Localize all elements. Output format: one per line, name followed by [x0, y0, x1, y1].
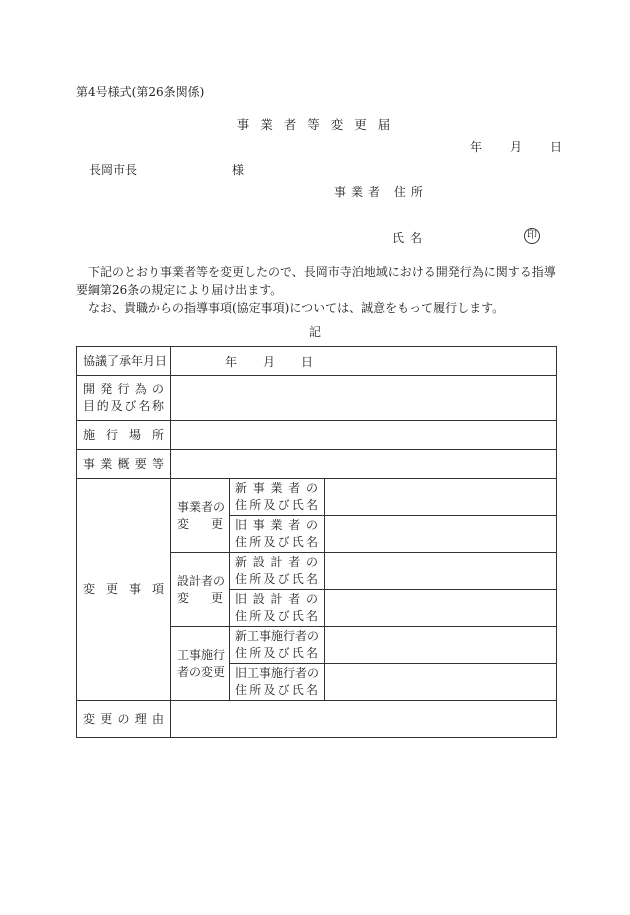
body-text — [76, 263, 556, 317]
agreement-date-label: 協議了承年月日 — [77, 347, 171, 376]
old-contractor-value[interactable] — [325, 664, 557, 701]
honorific: 様 — [232, 163, 245, 177]
old-business-label — [230, 516, 325, 553]
purpose-label — [77, 376, 171, 421]
new-designer-value[interactable] — [325, 553, 557, 590]
row-reason — [77, 701, 557, 738]
old-business-line-1: 旧事業者の — [235, 518, 318, 532]
designer-change-label — [171, 553, 230, 627]
purpose-value[interactable] — [171, 376, 557, 421]
ki-heading: 記 — [308, 325, 321, 339]
new-contractor-line-1: 新工事施行者の — [235, 629, 320, 643]
business-change-label — [171, 479, 230, 553]
addressee: 長岡市長 — [89, 163, 138, 177]
row-purpose — [77, 376, 557, 421]
seal-mark: 印 — [524, 228, 540, 244]
designer-change-line-1: 設計者の — [177, 573, 226, 588]
document-title: 事業者等変更届 — [236, 117, 402, 132]
summary-label: 事業概要等 — [83, 456, 164, 471]
agreement-date-value[interactable] — [171, 347, 557, 376]
body-paragraph-1: 下記のとおり事業者等を変更したので、長岡市寺泊地域における開発行為に関する指導要綱第26条の規定により届け出ます。 — [76, 265, 556, 297]
contractor-change-line-2: 者の変更 — [177, 664, 226, 679]
old-designer-line-1: 旧設計者の — [235, 592, 318, 606]
form-number: 第4号様式(第26条関係) — [76, 85, 205, 99]
old-contractor-line-2: 住所及び氏名 — [235, 683, 318, 697]
agreement-day: 日 — [301, 354, 314, 369]
old-contractor-line-1: 旧工事施行者の — [235, 666, 320, 680]
new-contractor-value[interactable] — [325, 627, 557, 664]
reason-label: 変更の理由 — [83, 711, 164, 726]
reason-value[interactable] — [171, 701, 557, 738]
row-location — [77, 421, 557, 450]
changes-label-cell — [77, 479, 171, 701]
designer-change-line-2: 変更 — [177, 590, 223, 605]
date-day: 日 — [550, 140, 563, 154]
agreement-month: 月 — [263, 354, 276, 369]
new-business-line-1: 新事業者の — [235, 481, 318, 495]
applicant-address-label: 事業者 住所 — [334, 185, 428, 199]
new-business-value[interactable] — [325, 479, 557, 516]
new-contractor-label — [230, 627, 325, 664]
date-year: 年 — [470, 140, 483, 154]
contractor-change-line-1: 工事施行 — [177, 647, 226, 662]
row-agreement-date — [77, 347, 557, 376]
old-designer-line-2: 住所及び氏名 — [235, 609, 318, 623]
purpose-label-line-1: 開発行為の — [83, 382, 164, 396]
agreement-year: 年 — [225, 354, 238, 369]
new-designer-label — [230, 553, 325, 590]
contractor-change-label — [171, 627, 230, 701]
business-change-line-2: 変更 — [177, 516, 223, 531]
applicant-name-label: 氏名 — [392, 231, 429, 245]
old-business-value[interactable] — [325, 516, 557, 553]
old-designer-label — [230, 590, 325, 627]
change-form-table — [76, 346, 557, 738]
new-business-line-2: 住所及び氏名 — [235, 498, 318, 512]
summary-value[interactable] — [171, 450, 557, 479]
new-business-label — [230, 479, 325, 516]
business-change-line-1: 事業者の — [177, 499, 226, 514]
new-designer-line-1: 新設計者の — [235, 555, 318, 569]
new-contractor-line-2: 住所及び氏名 — [235, 646, 318, 660]
new-designer-line-2: 住所及び氏名 — [235, 572, 318, 586]
body-paragraph-2: なお、貴職からの指導事項(協定事項)については、誠意をもって履行します。 — [88, 301, 505, 315]
location-value[interactable] — [171, 421, 557, 450]
submission-date — [470, 141, 562, 153]
row-summary — [77, 450, 557, 479]
changes-label: 変更事項 — [83, 582, 164, 596]
location-label: 施行場所 — [83, 427, 164, 442]
purpose-label-line-2: 目的及び名称 — [83, 399, 164, 413]
row-new-business — [77, 479, 557, 516]
old-business-line-2: 住所及び氏名 — [235, 535, 318, 549]
old-designer-value[interactable] — [325, 590, 557, 627]
date-month: 月 — [510, 140, 523, 154]
old-contractor-label — [230, 664, 325, 701]
